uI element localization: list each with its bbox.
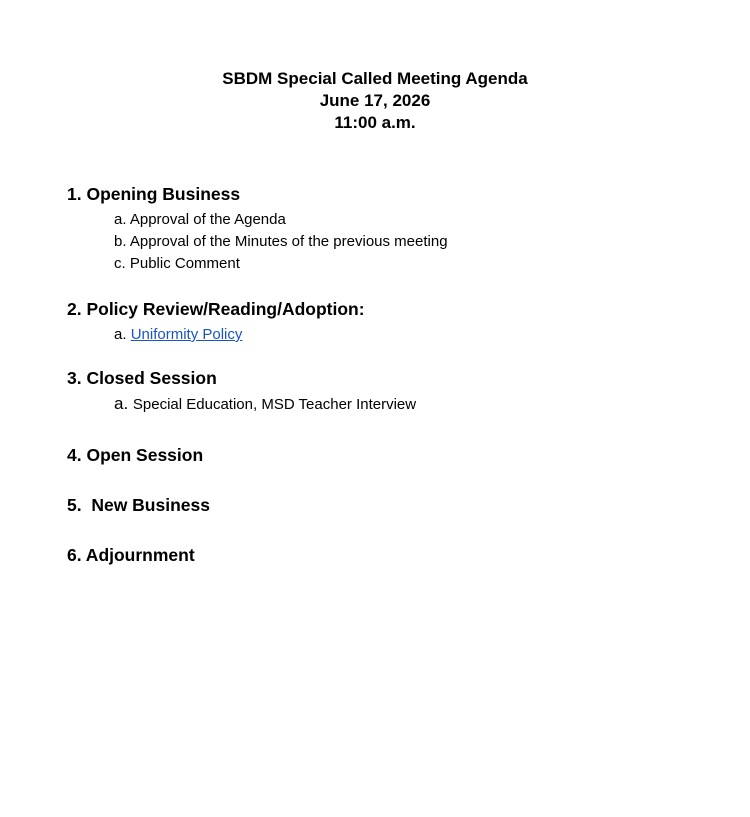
section-title: 3. Closed Session (67, 368, 217, 388)
list-item (114, 231, 710, 253)
section-title: 6. Adjournment (67, 545, 195, 565)
list-item (114, 209, 710, 231)
section-closed-session (67, 367, 710, 416)
section-title: 4. Open Session (67, 445, 204, 465)
section-title: 2. Policy Review/Reading/Adoption: (67, 299, 365, 319)
item-marker: a. (114, 394, 133, 413)
list-item (114, 253, 710, 275)
item-marker: a. (114, 211, 130, 228)
section-policy-review (67, 298, 710, 346)
list-item (114, 393, 710, 416)
section-adjournment (67, 544, 710, 566)
item-marker: a. (114, 326, 131, 343)
meeting-date: June 17, 2026 (319, 91, 431, 110)
item-marker: b. (114, 233, 130, 250)
item-text: Approval of the Agenda (129, 211, 286, 228)
meeting-time: 11:00 a.m. (334, 113, 416, 132)
item-text: Approval of the Minutes of the previous meeting (129, 233, 448, 250)
section-items (114, 393, 710, 416)
item-marker: c. (114, 255, 130, 272)
section-title: 5. New Business (67, 495, 210, 515)
section-new-business (67, 494, 710, 516)
section-opening-business (67, 183, 710, 275)
section-open-session (67, 444, 710, 466)
section-title: 1. Opening Business (67, 184, 241, 204)
item-text: Special Education, MSD Teacher Interview (132, 396, 417, 413)
agenda-header (0, 68, 750, 134)
list-item (114, 324, 710, 346)
uniformity-policy-link[interactable]: Uniformity Policy (130, 326, 243, 343)
section-items (114, 324, 710, 346)
section-items (114, 209, 710, 275)
item-text: Public Comment (129, 255, 240, 272)
agenda-title: SBDM Special Called Meeting Agenda (222, 69, 528, 88)
